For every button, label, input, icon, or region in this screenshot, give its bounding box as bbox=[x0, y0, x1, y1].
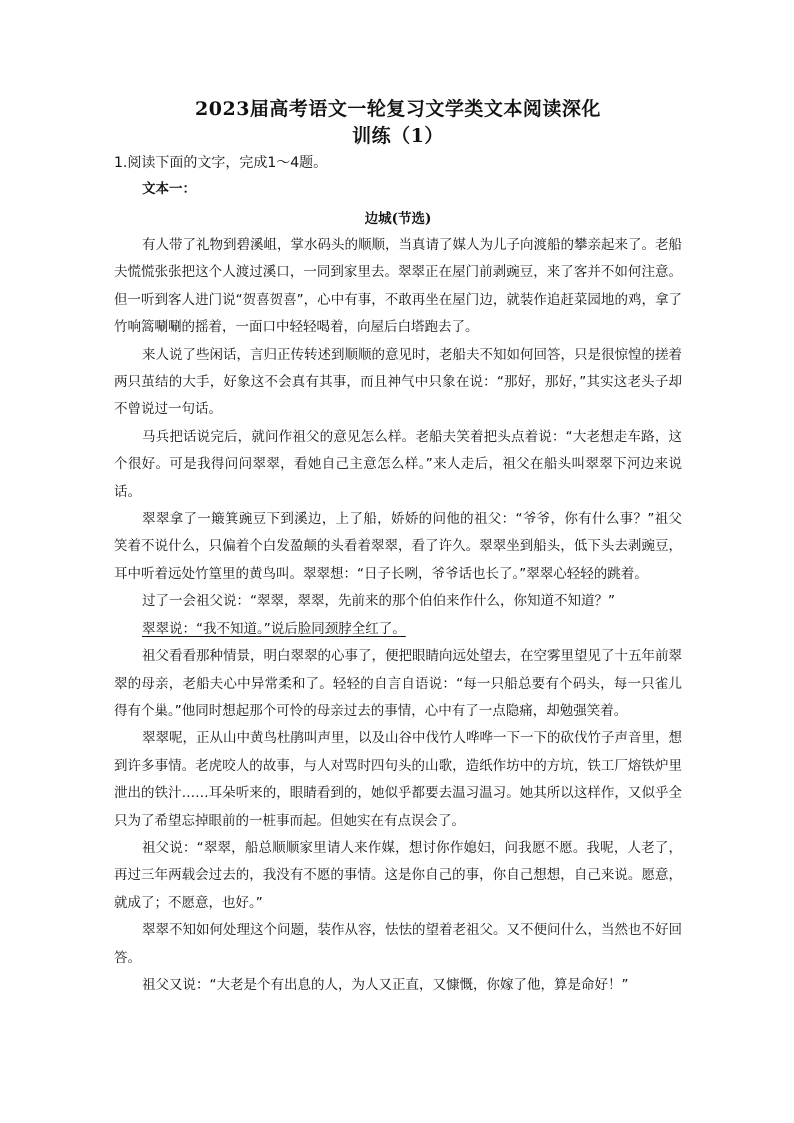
passage-body bbox=[114, 232, 682, 999]
title-line-2: 训练（1） bbox=[352, 125, 444, 147]
passage-title: 边城(节选) bbox=[364, 211, 432, 227]
paragraph: 马兵把话说完后，就问作祖父的意见怎么样。老船夫笑着把头点着说：“大老想走车路，这个很好。可是我得问问翠翠，看她自己主意怎么样。”来人走后，祖父在船头叫翠翠下河边来说话。 bbox=[114, 428, 682, 500]
paragraph: 翠翠拿了一簸箕豌豆下到溪边，上了船，娇娇的问他的祖父：“爷爷，你有什么事？”祖父笑着不说什么，只偏着个白发盈颠的头看着翠翠，看了许久。翠翠坐到船头，低下头去剥豌豆，耳中听着远处竹篁里的黄鸟叫。翠翠想：“日子长咧，爷爷话也长了。”翠翠心轻轻的跳着。 bbox=[114, 511, 682, 582]
paragraph: 翠翠不知如何处理这个问题，装作从容，怯怯的望着老祖父。又不便问什么，当然也不好回答。 bbox=[114, 922, 682, 966]
underlined-sentence: 翠翠说：“我不知道。”说后脸同颈脖全红了。 bbox=[142, 620, 406, 637]
paragraph: 祖父看看那种情景，明白翠翠的心事了，便把眼睛向远处望去，在空雾里望见了十五年前翠翠的母亲，老船夫心中异常柔和了。轻轻的自言自语说：“每一只船总要有个码头，每一只雀儿得有个巢。”他同时想起那个可怜的母亲过去的事情，心中有了一点隐痛，却勉强笑着。 bbox=[114, 648, 682, 719]
paragraph: 有人带了礼物到碧溪岨，掌水码头的顺顺，当真请了媒人为儿子向渡船的攀亲起来了。老船夫慌慌张张把这个人渡过溪口，一同到家里去。翠翠正在屋门前剥豌豆，来了客并不如何注意。但一听到客人进门说“贺喜贺喜”，心中有事，不敢再坐在屋门边，就装作追赶菜园地的鸡，拿了竹响篙唰唰的摇着，一面口中轻轻喝着，向屋后白塔跑去了。 bbox=[114, 237, 682, 336]
paragraph: 祖父又说：“大老是个有出息的人，为人又正直，又慷慨，你嫁了他，算是命好！” bbox=[142, 976, 629, 993]
document-title bbox=[114, 96, 682, 150]
text-one-label: 文本一： bbox=[142, 181, 196, 197]
underlined-paragraph bbox=[114, 616, 682, 643]
paragraph: 过了一会祖父说：“翠翠，翠翠，先前来的那个伯伯来作什么，你知道不知道？” bbox=[142, 593, 615, 610]
paragraph: 翠翠呢，正从山中黄鸟杜鹃叫声里，以及山谷中伐竹人哗哗一下一下的砍伐竹子声音里，想到许多事情。老虎咬人的故事，与人对骂时四句头的山歌，造纸作坊中的方坑，铁工厂熔铁炉里泄出的铁汁……耳朵听来的，眼睛看到的，她似乎都要去温习温习。她其所以这样作，又似乎全只为了希望忘掉眼前的一桩事而起。但她实在有点误会了。 bbox=[114, 730, 682, 829]
title-line-1: 2023届高考语文一轮复习文学类文本阅读深化 bbox=[195, 98, 601, 120]
question-instruction: 1.阅读下面的文字，完成1～4题。 bbox=[114, 155, 328, 171]
paragraph: 祖父说：“翠翠，船总顺顺家里请人来作媒，想讨你作媳妇，问我愿不愿。我呢，人老了，再过三年两载会过去的，我没有不愿的事情。这是你自己的事，你自己想想，自己来说。愿意，就成了；不愿意，也好。” bbox=[114, 839, 682, 911]
paragraph: 来人说了些闲话，言归正传转述到顺顺的意见时，老船夫不知如何回答，只是很惊惶的搓着两只茧结的大手，好象这不会真有其事，而且神气中只象在说：“那好，那好，”其实这老头子却不曾说过一句话。 bbox=[114, 346, 682, 418]
